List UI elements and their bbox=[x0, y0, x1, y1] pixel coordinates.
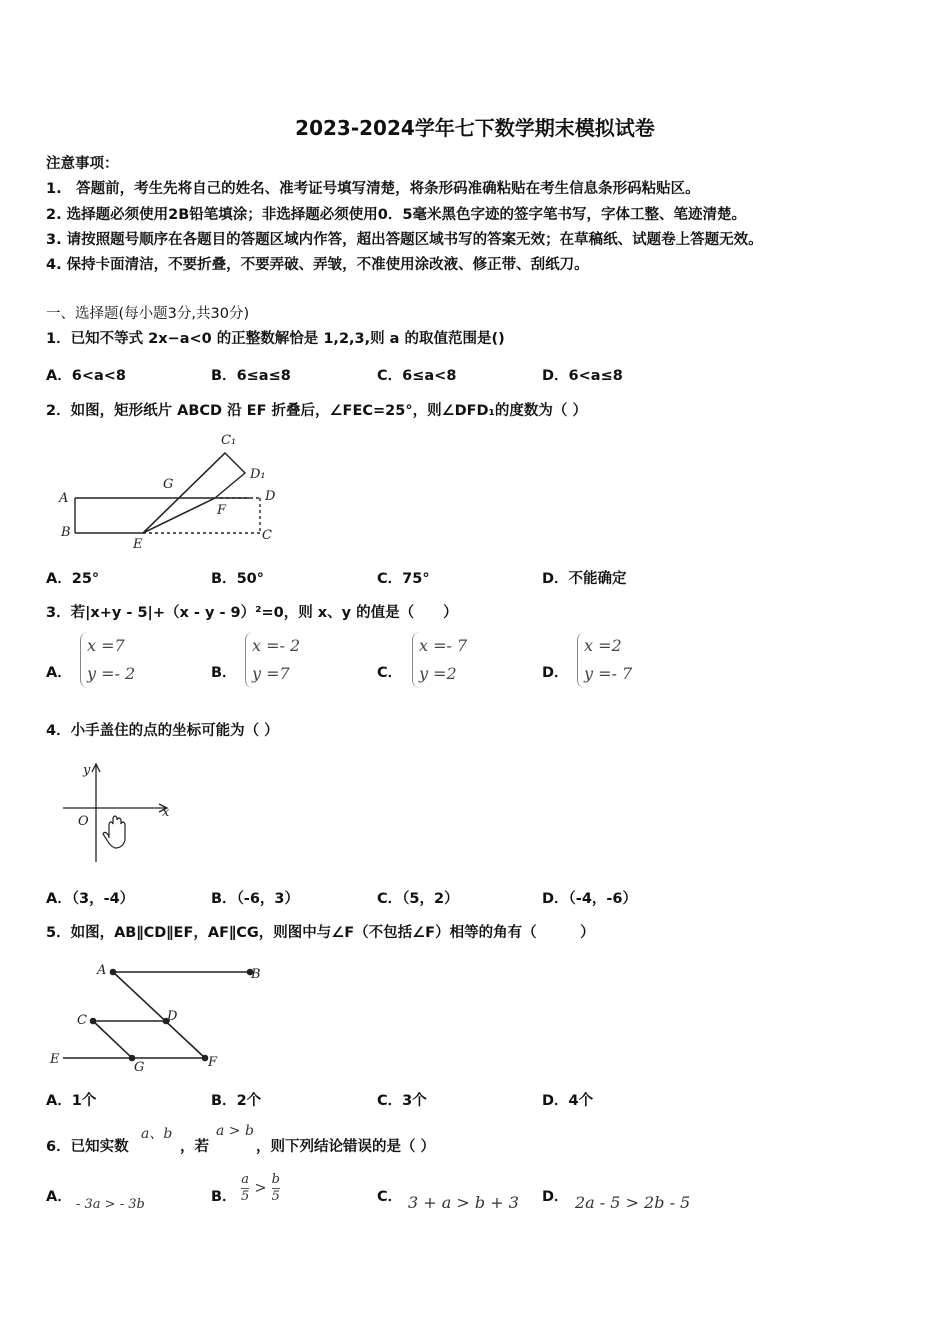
option-text: 1个 bbox=[71, 1093, 97, 1109]
q3-option-a[interactable] bbox=[80, 632, 135, 688]
option-text: 75° bbox=[402, 571, 430, 587]
option-label: A． bbox=[46, 891, 72, 907]
q2-option-b[interactable] bbox=[211, 567, 264, 588]
option-label: D． bbox=[542, 1093, 569, 1109]
option-text: 2a - 5 > 2b - 5 bbox=[575, 1193, 691, 1212]
q5-option-d[interactable] bbox=[542, 1089, 593, 1110]
note-item: 1. 答题前，考生先将自己的姓名、准考证号填写清楚，将条形码准确粘贴在考生信息条形码粘贴区。 bbox=[46, 181, 700, 197]
label-origin: O bbox=[78, 814, 89, 829]
label-d: D bbox=[167, 1009, 178, 1024]
label-c: C bbox=[77, 1013, 87, 1028]
q6-option-c[interactable] bbox=[408, 1193, 519, 1212]
q6-option-a[interactable] bbox=[76, 1196, 145, 1212]
equation-y: y =- 7 bbox=[584, 664, 633, 683]
question-6-stem-end: ，则下列结论错误的是（ ） bbox=[256, 1139, 436, 1155]
section-heading: 一、选择题(每小题3分,共30分) bbox=[46, 306, 250, 322]
label-g: G bbox=[134, 1060, 145, 1075]
option-text: 4个 bbox=[568, 1093, 594, 1109]
option-label: C． bbox=[377, 891, 403, 907]
q3-option-c-label[interactable]: C． bbox=[377, 665, 403, 681]
option-text: 25° bbox=[71, 571, 100, 587]
note-item: 2. 选择题必须使用2B铅笔填涂；非选择题必须使用0．5毫米黑色字迹的签字笔书写，字体工整、笔迹清楚。 bbox=[46, 207, 746, 223]
numerator: b bbox=[271, 1172, 280, 1187]
q6-option-b[interactable] bbox=[241, 1172, 280, 1205]
option-text: 不能确定 bbox=[568, 571, 627, 587]
denominator: 5 bbox=[241, 1189, 250, 1204]
question-2-stem: 2．如图，矩形纸片 ABCD 沿 EF 折叠后，∠FEC=25°，则∠DFD₁的度数为（ ） bbox=[46, 403, 587, 419]
page-title: 2023-2024学年七下数学期末模拟试卷 bbox=[295, 116, 655, 140]
label-c1: C₁ bbox=[221, 433, 237, 448]
q3-option-c[interactable] bbox=[412, 632, 467, 688]
q6-option-d[interactable] bbox=[575, 1193, 690, 1212]
label-e: E bbox=[133, 537, 143, 552]
option-text: 6≤a≤8 bbox=[236, 368, 291, 384]
label-f: F bbox=[208, 1055, 218, 1070]
notes-heading: 注意事项： bbox=[46, 156, 119, 172]
fraction-a-over-5 bbox=[241, 1172, 249, 1205]
question-4-stem: 4．小手盖住的点的坐标可能为（ ） bbox=[46, 723, 279, 739]
option-text: 2个 bbox=[236, 1093, 262, 1109]
label-a: A bbox=[97, 963, 107, 978]
equation-x: x =2 bbox=[584, 636, 622, 655]
label-b: B bbox=[61, 525, 71, 540]
label-d: D bbox=[265, 489, 276, 504]
label-g: G bbox=[163, 477, 174, 492]
option-text: （-4，-6） bbox=[568, 891, 638, 907]
q2-option-d[interactable] bbox=[542, 567, 627, 588]
label-a: A bbox=[59, 491, 69, 506]
question-1-stem: 1．已知不等式 2x−a<0 的正整数解恰是 1,2,3,则 a 的取值范围是() bbox=[46, 331, 505, 347]
q5-option-a[interactable] bbox=[46, 1089, 96, 1110]
option-label: D． bbox=[542, 571, 569, 587]
equation-x: x =7 bbox=[87, 636, 125, 655]
option-text: 6<a<8 bbox=[71, 368, 126, 384]
label-e: E bbox=[50, 1052, 60, 1067]
q4-option-d[interactable] bbox=[542, 887, 637, 908]
option-text: （3，-4） bbox=[71, 891, 135, 907]
question-6-stem-mid: ，若 bbox=[180, 1139, 209, 1155]
denominator: 5 bbox=[271, 1189, 280, 1204]
q1-option-d[interactable] bbox=[542, 364, 623, 385]
equation-y: y =2 bbox=[419, 664, 457, 683]
q1-option-c[interactable] bbox=[377, 364, 456, 385]
option-label: B． bbox=[211, 891, 237, 907]
label-b: B bbox=[251, 967, 261, 982]
option-text: 6≤a<8 bbox=[402, 368, 457, 384]
label-c: C bbox=[262, 528, 272, 543]
equation-x: x =- 7 bbox=[419, 636, 468, 655]
coordinate-axes-figure bbox=[55, 758, 185, 866]
label-f: F bbox=[217, 503, 227, 518]
equation-x: x =- 2 bbox=[252, 636, 301, 655]
option-label: C． bbox=[377, 571, 403, 587]
option-label: B． bbox=[211, 1093, 237, 1109]
hand-icon bbox=[103, 816, 125, 848]
label-x: x bbox=[162, 805, 170, 820]
option-text: 6<a≤8 bbox=[568, 368, 623, 384]
option-text: 50° bbox=[236, 571, 264, 587]
option-text: 3 + a > b + 3 bbox=[408, 1193, 519, 1212]
question-6-vars: a、b bbox=[141, 1126, 173, 1142]
equation-y: y =7 bbox=[252, 664, 290, 683]
note-item: 3. 请按照题号顺序在各题目的答题区域内作答，超出答题区域书写的答案无效；在草稿纸、试题卷上答题无效。 bbox=[46, 232, 763, 248]
q2-option-a[interactable] bbox=[46, 567, 99, 588]
q5-option-b[interactable] bbox=[211, 1089, 261, 1110]
q4-option-b[interactable] bbox=[211, 887, 299, 908]
option-label: A． bbox=[46, 368, 72, 384]
q3-option-a-label[interactable]: A． bbox=[46, 665, 72, 681]
q2-option-c[interactable] bbox=[377, 567, 430, 588]
option-label: C． bbox=[377, 368, 403, 384]
q6-option-d-label[interactable]: D． bbox=[542, 1189, 569, 1205]
option-label: D． bbox=[542, 891, 569, 907]
option-text: - 3a > - 3b bbox=[76, 1197, 145, 1212]
option-text: （5，2） bbox=[402, 891, 459, 907]
equation-y: y =- 2 bbox=[87, 664, 136, 683]
option-label: B． bbox=[211, 368, 237, 384]
option-label: A． bbox=[46, 571, 72, 587]
question-6-stem: 6．已知实数 bbox=[46, 1139, 129, 1155]
q4-option-c[interactable] bbox=[377, 887, 459, 908]
option-text: （-6，3） bbox=[236, 891, 300, 907]
option-label: D． bbox=[542, 368, 569, 384]
greater-than: > bbox=[254, 1180, 267, 1197]
fraction-b-over-5 bbox=[272, 1172, 280, 1205]
q5-option-c[interactable] bbox=[377, 1089, 427, 1110]
label-y: y bbox=[83, 763, 91, 778]
label-d1: D₁ bbox=[250, 467, 266, 482]
question-3-stem: 3．若|x+y - 5|+（x - y - 9）²=0，则 x、y 的值是（ ） bbox=[46, 605, 458, 621]
q3-option-d[interactable] bbox=[577, 632, 632, 688]
q6-option-b-label[interactable]: B． bbox=[211, 1189, 237, 1205]
q4-option-a[interactable] bbox=[46, 887, 134, 908]
option-label: B． bbox=[211, 571, 237, 587]
rectangle-fold-figure bbox=[55, 428, 285, 553]
question-5-stem: 5．如图，AB∥CD∥EF，AF∥CG，则图中与∠F（不包括∠F）相等的角有（ ） bbox=[46, 925, 595, 941]
note-item: 4. 保持卡面清洁，不要折叠，不要弄破、弄皱，不准使用涂改液、修正带、刮纸刀。 bbox=[46, 257, 589, 273]
question-6-condition: a > b bbox=[216, 1123, 254, 1139]
q6-option-a-label[interactable]: A． bbox=[46, 1189, 72, 1205]
q3-option-d-label[interactable]: D． bbox=[542, 665, 569, 681]
option-label: A． bbox=[46, 1093, 72, 1109]
q1-option-a[interactable] bbox=[46, 364, 126, 385]
q3-option-b[interactable] bbox=[245, 632, 300, 688]
option-text: 3个 bbox=[402, 1093, 427, 1109]
numerator: a bbox=[241, 1172, 250, 1187]
parallel-lines-figure bbox=[45, 958, 275, 1078]
q1-option-b[interactable] bbox=[211, 364, 291, 385]
q6-option-c-label[interactable]: C． bbox=[377, 1189, 403, 1205]
q3-option-b-label[interactable]: B． bbox=[211, 665, 237, 681]
option-label: C． bbox=[377, 1093, 403, 1109]
